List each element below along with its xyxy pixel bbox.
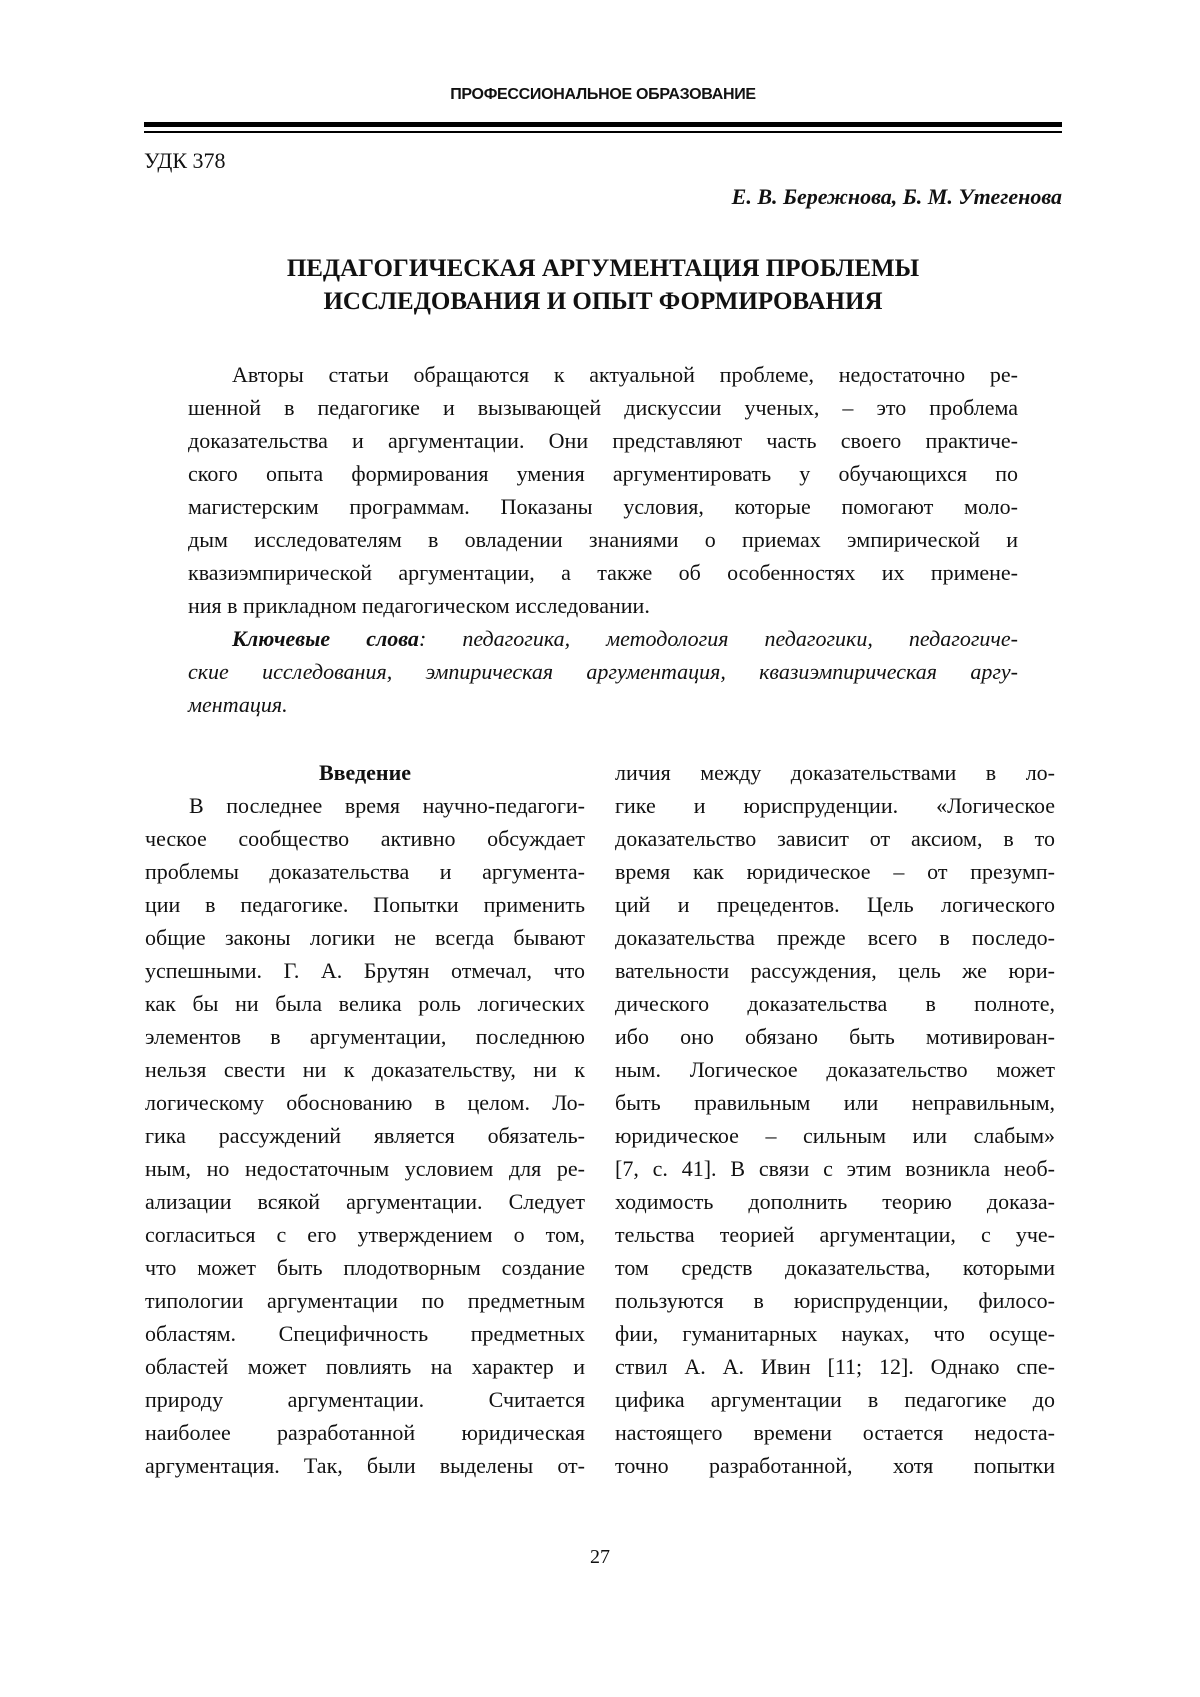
text-line: ходимость дополнить теорию доказа-: [615, 1189, 1055, 1214]
section-heading-introduction: Введение: [318, 760, 412, 785]
text-line: магистерским программам. Показаны условия, которые помогают моло-: [188, 494, 1018, 519]
text-line: вательности рассуждения, цель же юри-: [615, 958, 1055, 983]
abstract: [188, 358, 1018, 622]
text-line: тельства теорией аргументации, с уче-: [615, 1222, 1055, 1247]
text-line: ибо оно обязано быть мотивирован-: [615, 1024, 1055, 1049]
text-line: В последнее время научно-педагоги-: [189, 793, 585, 818]
text-line: [7, с. 41]. В связи с этим возникла необ-: [615, 1156, 1055, 1181]
text-line: доказательство зависит от аксиом, в то: [615, 826, 1055, 851]
text-line: ным. Логическое доказательство может: [615, 1057, 1055, 1082]
text-line: как бы ни была велика роль логических: [145, 991, 585, 1016]
text-line: ным, но недостаточным условием для ре-: [145, 1156, 585, 1181]
text-line: фии, гуманитарных науках, что осуще-: [615, 1321, 1055, 1346]
text-line: что может быть плодотворным создание: [145, 1255, 585, 1280]
text-line: быть правильным или неправильным,: [615, 1090, 1055, 1115]
text-line: ствил А. А. Ивин [11; 12]. Однако спе-: [615, 1354, 1055, 1379]
column-right: [615, 756, 1055, 1482]
page-number: 27: [590, 1546, 610, 1568]
text-line: успешными. Г. А. Брутян отмечал, что: [145, 958, 585, 983]
text-line: Авторы статьи обращаются к актуальной проблеме, недостаточно ре-: [232, 362, 1018, 387]
text-line: ния в прикладном педагогическом исследовании.: [188, 593, 650, 618]
text-line: общие законы логики не всегда бывают: [145, 925, 585, 950]
title-line: ПЕДАГОГИЧЕСКАЯ АРГУМЕНТАЦИЯ ПРОБЛЕМЫ: [286, 255, 920, 282]
authors: Е. В. Бережнова, Б. М. Утегенова: [731, 184, 1062, 209]
text-line: ческое сообщество активно обсуждает: [145, 826, 585, 851]
text-line: областей может повлиять на характер и: [145, 1354, 585, 1379]
text-line: юридическое – сильным или слабым»: [615, 1123, 1055, 1148]
column-left: [145, 756, 585, 1482]
keywords-line: [188, 622, 1018, 655]
text-line: настоящего времени остается недоста-: [615, 1420, 1055, 1445]
text-line: областям. Специфичность предметных: [145, 1321, 585, 1346]
text-line: цифика аргументации в педагогике до: [615, 1387, 1055, 1412]
text-line: том средств доказательства, которыми: [615, 1255, 1055, 1280]
keywords-text: : педагогика, методология педагогики, педагогиче-: [418, 626, 1018, 651]
running-head: ПРОФЕССИОНАЛЬНОЕ ОБРАЗОВАНИЕ: [450, 86, 756, 103]
text-line: элементов в аргументации, последнюю: [145, 1024, 585, 1049]
text-line: пользуются в юриспруденции, филосо-: [615, 1288, 1055, 1313]
keywords-line: ские исследования, эмпирическая аргументация, квазиэмпирическая аргу-: [188, 659, 1018, 684]
text-line: гика рассуждений является обязатель-: [145, 1123, 585, 1148]
text-line: типологии аргументации по предметным: [145, 1288, 585, 1313]
text-line: доказательства прежде всего в последо-: [615, 925, 1055, 950]
text-line: наиболее разработанной юридическая: [145, 1420, 585, 1445]
text-line: логическому обоснованию в целом. Ло-: [145, 1090, 585, 1115]
text-line: доказательства и аргументации. Они представляют часть своего практиче-: [188, 428, 1018, 453]
text-line: гике и юриспруденции. «Логическое: [615, 793, 1055, 818]
text-line: нельзя свести ни к доказательству, ни к: [145, 1057, 585, 1082]
text-line: ского опыта формирования умения аргументировать у обучающихся по: [188, 461, 1018, 486]
text-line: аргументация. Так, были выделены от-: [145, 1453, 585, 1478]
text-line: природу аргументации. Считается: [145, 1387, 585, 1412]
text-line: время как юридическое – от презумп-: [615, 859, 1055, 884]
text-line: ций и прецедентов. Цель логического: [615, 892, 1055, 917]
text-line: ции в педагогике. Попытки применить: [145, 892, 585, 917]
text-line: квазиэмпирической аргументации, а также об особенностях их примене-: [188, 560, 1018, 585]
text-line: точно разработанной, хотя попытки: [615, 1453, 1055, 1478]
udk-code: УДК 378: [144, 148, 226, 173]
text-line: ализации всякой аргументации. Следует: [145, 1189, 585, 1214]
keywords-label: Ключевые слова: [232, 626, 419, 651]
text-line: дым исследователям в овладении знаниями о приемах эмпирической и: [188, 527, 1018, 552]
article-title: [144, 252, 1062, 318]
header-rule-thick: [144, 122, 1062, 127]
header-rule-thin: [144, 131, 1062, 133]
keywords-line: ментация.: [188, 692, 288, 717]
text-line: проблемы доказательства и аргумента-: [145, 859, 585, 884]
text-line: шенной в педагогике и вызывающей дискуссии ученых, – это проблема: [188, 395, 1018, 420]
text-line: дического доказательства в полноте,: [615, 991, 1055, 1016]
text-line: согласиться с его утверждением о том,: [145, 1222, 585, 1247]
keywords: [188, 622, 1018, 721]
title-line: ИССЛЕДОВАНИЯ И ОПЫТ ФОРМИРОВАНИЯ: [323, 288, 883, 315]
text-line: личия между доказательствами в ло-: [615, 760, 1055, 785]
